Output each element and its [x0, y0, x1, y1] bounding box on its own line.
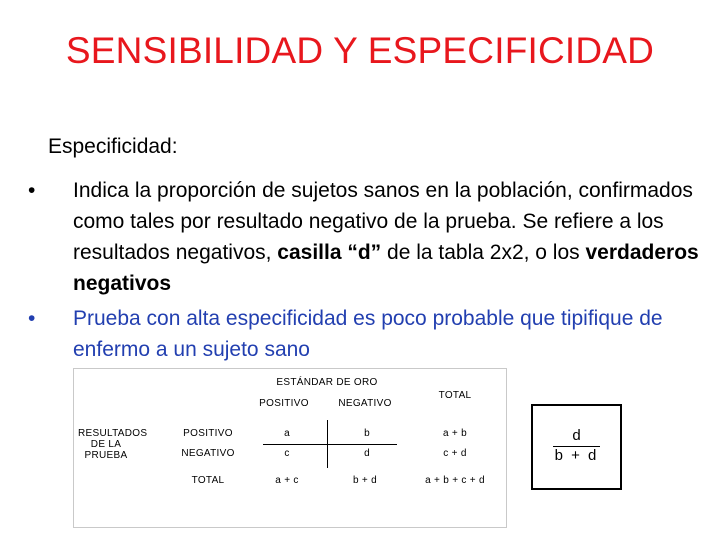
table-row-positivo: POSITIVO	[183, 428, 233, 439]
table-col-negativo: NEGATIVO	[338, 398, 392, 409]
table-cell-c: c	[284, 448, 290, 459]
table-cell-b: b	[364, 428, 370, 439]
bullet1-text-part1: Indica la proporción de sujetos sanos en la población, confirmados como tales por resultado negativo de la prueba. Se refiere a los resultados negativos,	[73, 179, 693, 264]
bullet-item-2	[28, 303, 718, 365]
formula-denominator: b + d	[554, 447, 599, 464]
table-col-positivo: POSITIVO	[259, 398, 309, 409]
bullet-text-1	[73, 175, 718, 299]
bullet-marker: •	[28, 179, 36, 202]
slide-title: SENSIBILIDAD Y ESPECIFICIDAD	[65, 30, 655, 71]
table-col-total: TOTAL	[438, 390, 472, 401]
bullet1-bold-casilla: casilla “d”	[277, 241, 382, 264]
table-sum-cd: c + d	[443, 448, 467, 459]
table-row-negativo: NEGATIVO	[181, 448, 235, 459]
table-header-standard: ESTÁNDAR DE ORO	[276, 377, 378, 388]
bullet-marker: •	[28, 307, 36, 330]
table-cell-a: a	[284, 428, 290, 439]
table-sum-bd: b + d	[352, 475, 378, 486]
table-sum-total: a + b + c + d	[425, 475, 485, 486]
table-row-total: TOTAL	[191, 475, 225, 486]
bullet1-bold-verdaderos: verdaderos negativos	[73, 241, 699, 295]
table-row-group-label: RESULTADOS DE LA PRUEBA	[78, 428, 148, 461]
table-sum-ac: a + c	[275, 475, 299, 486]
table-cross-horizontal-line	[263, 444, 397, 445]
specificity-formula-box	[531, 404, 622, 490]
bullet-text-2: Prueba con alta especificidad es poco probable que tipifique de enfermo a un sujeto sano	[73, 307, 663, 361]
table-sum-ab: a + b	[442, 428, 468, 439]
bullet-item-1	[28, 175, 718, 299]
subheading: Especificidad:	[48, 135, 178, 158]
table-cell-d: d	[364, 448, 370, 459]
formula-numerator: d	[572, 427, 581, 444]
bullet1-text-part2: de la tabla 2x2, o los	[381, 241, 586, 264]
